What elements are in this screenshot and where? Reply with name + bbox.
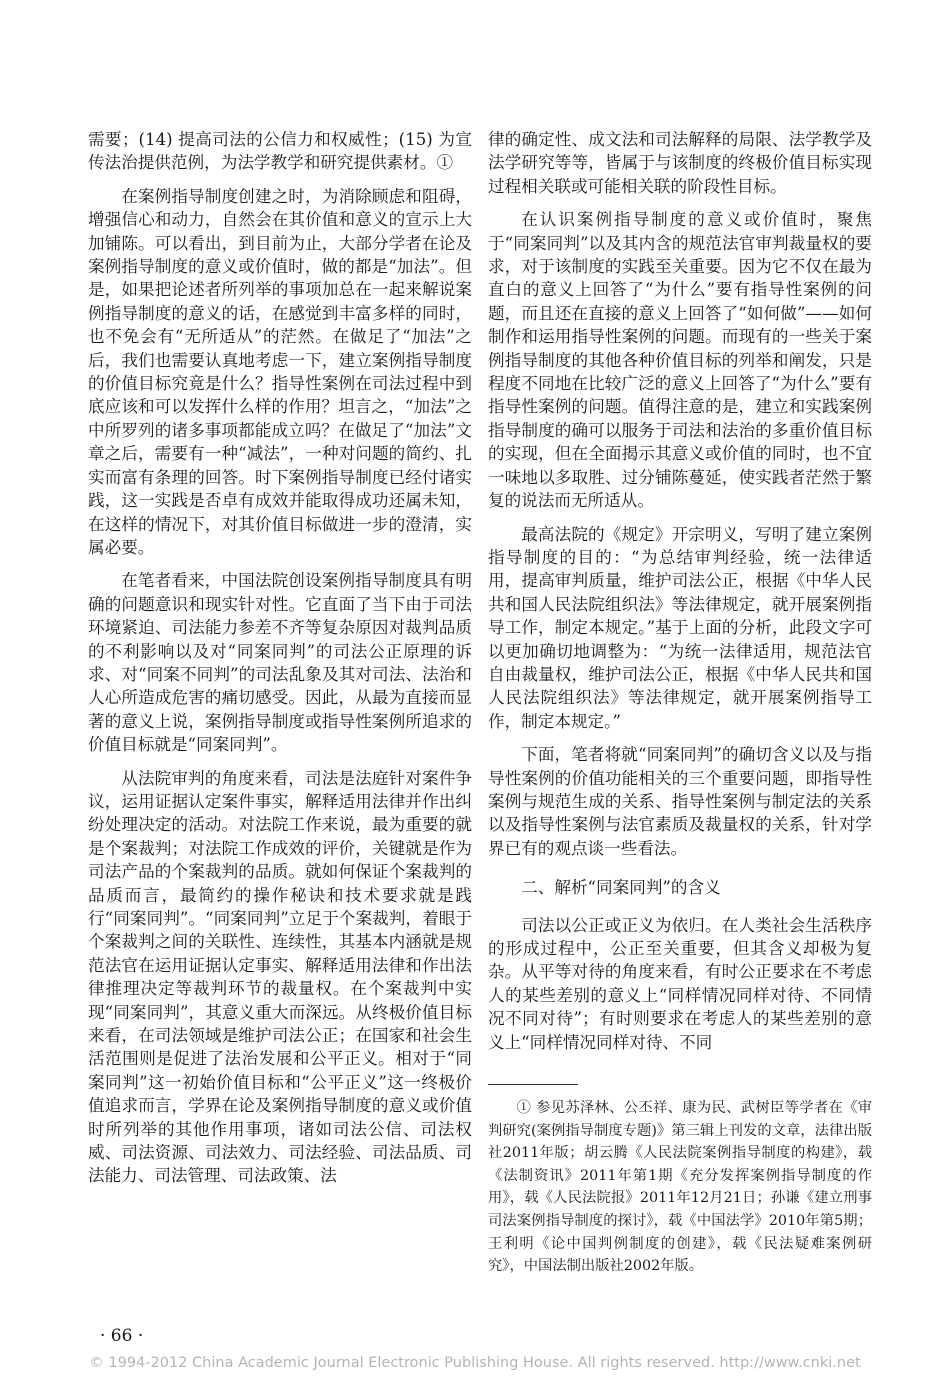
left-column [88, 128, 472, 1188]
paragraph: 律的确定性、成文法和司法解释的局限、法学教学及法学研究等等，皆属于与该制度的终极价值目标实现过程相关联或可能相关联的阶段性目标。 [488, 130, 872, 196]
footnote-divider [488, 1084, 578, 1085]
paragraph: 在认识案例指导制度的意义或价值时，聚焦于“同案同判”以及其内含的规范法官审判裁量权的要求，对于该制度的实践至关重要。因为它不仅在最为直白的意义上回答了“为什么”要有指导性案例的问题，而且还在直接的意义上回答了“如何做”——如何制作和运用指导性案例的问题。而现有的一些关于案例指导制度的其他各种价值目标的列举和阐发，只是程度不同地在比较广泛的意义上回答了“为什么”要有指导性案例的问题。值得注意的是，建立和实践案例指导制度的确可以服务于司法和法治的多重价值目标的实现，但在全面揭示其意义或价值的同时，也不宜一味地以多取胜、过分铺陈蔓延，使实践者茫然于繁复的说法而无所适从。 [488, 210, 872, 511]
paragraph: 从法院审判的角度来看，司法是法庭针对案件争议，运用证据认定案件事实，解释适用法律并作出纠纷处理决定的活动。对法院工作来说，最为重要的就是个案裁判；对法院工作成效的评价，关键就是作为司法产品的个案裁判的品质。就如何保证个案裁判的品质而言，最简约的操作秘诀和技术要求就是践行“同案同判”。“同案同判”立足于个案裁判，着眼于个案裁判之间的关联性、连续性，其基本内涵就是规范法官在运用证据认定事实、解释适用法律和作出法律推理决定等裁判环节的裁量权。在个案裁判中实现“同案同判”，其意义重大而深远。从终极价值目标来看，在司法领域是维护司法公正；在国家和社会生活范围则是促进了法治发展和公平正义。相对于“同案同判”这一初始价值目标和“公平正义”这一终极价值追求而言，学界在论及案例指导制度的意义或价值时所列举的其他作用事项，诸如司法公信、司法权威、司法资源、司法效力、司法经验、司法品质、司法能力、司法管理、司法政策、法 [88, 768, 472, 1186]
paragraph: 需要；(14) 提高司法的公信力和权威性；(15) 为宣传法治提供范例，为法学教学和研究提供素材。① [88, 130, 472, 173]
paragraph: 司法以公正或正义为依归。在人类社会生活秩序的形成过程中，公正至关重要，但其含义却极为复杂。从平等对待的角度来看，有时公正要求在不考虑人的某些差别的意义上“同样情况同样对待、不同情况不同对待”；有时则要求在考虑人的某些差别的意义上“同样情况同样对待、不同 [488, 915, 872, 1052]
section-heading: 二、解析“同案同判”的含义 [521, 878, 721, 898]
paragraph: 下面，笔者将就“同案同判”的确切含义以及与指导性案例的价值功能相关的三个重要问题，即指导性案例与规范生成的关系、指导性案例与制定法的关系以及指导性案例与法官素质及裁量权的关系，针对学界已有的观点谈一些看法。 [488, 745, 872, 858]
copyright-footer: © 1994-2012 China Academic Journal Electronic Publishing House. All rights reserved. http://www.cnki.net [89, 1355, 861, 1371]
page-number: · 66 · [100, 1326, 144, 1346]
paragraph: 在案例指导制度创建之时，为消除顾虑和阻碍，增强信心和动力，自然会在其价值和意义的宣示上大加铺陈。可以看出，到目前为止，大部分学者在论及案例指导制度的意义或价值时，做的都是“加法”。但是，如果把论述者所列举的事项加总在一起来解说案例指导制度的意义的话，在感觉到丰富多样的同时，也不免会有“无所适从”的茫然。在做足了“加法”之后，我们也需要认真地考虑一下，建立案例指导制度的价值目标究竟是什么？指导性案例在司法过程中到底应该和可以发挥什么样的作用？坦言之，“加法”之中所罗列的诸多事项都能成立吗？在做足了“加法”文章之后，需要有一种“减法”，一种对问题的简约、扎实而富有条理的回答。时下案例指导制度已经付诸实践，这一实践是否卓有成效并能取得成功还属未知，在这样的情况下，对其价值目标做进一步的澄清，实属必要。 [88, 186, 472, 557]
paragraph: 最高法院的《规定》开宗明义，写明了建立案例指导制度的目的：“为总结审判经验，统一法律适用，提高审判质量，维护司法公正，根据《中华人民共和国人民法院组织法》等法律规定，就开展案例指导工作，制定本规定。”基于上面的分析，此段文字可以更加确切地调整为：“为统一法律适用，规范法官自由裁量权，维护司法公正，根据《中华人民共和国人民法院组织法》等法律规定，就开展案例指导工作，制定本规定。” [488, 524, 872, 731]
footnote: ① 参见苏泽林、公丕祥、康为民、武树臣等学者在《审判研究(案例指导制度专题)》第三辑上刊发的文章，法律出版社2011年版；胡云腾《人民法院案例指导制度的构建》，载《法制资讯》2011年第1期《充分发挥案例指导制度的作用》，载《人民法院报》2011年12月21日；孙谦《建立刑事司法案例指导制度的探讨》，载《中国法学》2010年第5期；王利明《论中国判例制度的创建》，载《民法疑难案例研究》，中国法制出版社2002年版。 [488, 1100, 872, 1275]
paragraph: 在笔者看来，中国法院创设案例指导制度具有明确的问题意识和现实针对性。它直面了当下由于司法环境紧迫、司法能力参差不齐等复杂原因对裁判品质的不利影响以及对“同案同判”的司法公正原理的诉求、对“同案不同判”的司法乱象及其对司法、法治和人心所造成危害的痛切感受。因此，从最为直接而显著的意义上说，案例指导制度或指导性案例所追求的价值目标就是“同案同判”。 [88, 571, 472, 755]
right-column [488, 128, 872, 1278]
